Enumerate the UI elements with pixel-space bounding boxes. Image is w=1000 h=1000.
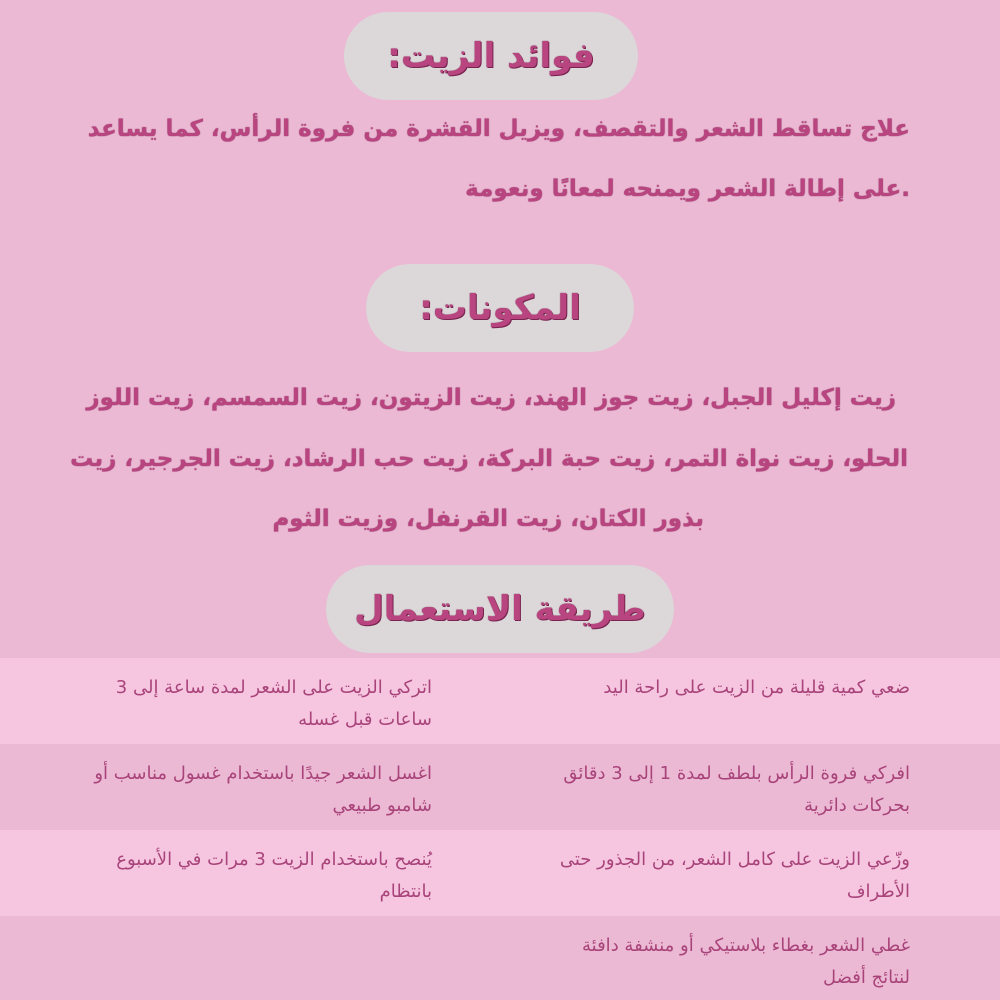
usage-heading-text: طريقة الاستعمال xyxy=(354,589,646,629)
usage-step-cell xyxy=(490,672,910,704)
usage-step-text: وزّعي الزيت على كامل الشعر، من الجذور حتى xyxy=(559,849,910,870)
usage-step-cell xyxy=(490,758,910,822)
usage-step-text: ضعي كمية قليلة من الزيت على راحة اليد xyxy=(603,677,910,698)
usage-row xyxy=(0,658,1000,744)
usage-heading xyxy=(326,565,674,653)
usage-row xyxy=(0,830,1000,916)
usage-step-text: ساعات قبل غسله xyxy=(298,709,432,730)
usage-step-text: غطي الشعر بغطاء بلاستيكي أو منشفة دافئة xyxy=(582,935,910,956)
usage-step-cell xyxy=(12,844,432,908)
usage-step-text: افركي فروة الرأس بلطف لمدة 1 إلى 3 دقائق xyxy=(563,763,910,784)
ingredients-line-2: الحلو، زيت نواة التمر، زيت حبة البركة، زيت حب الرشاد، زيت الجرجير، زيت xyxy=(70,446,908,472)
usage-step-text: يُنصح باستخدام الزيت 3 مرات في الأسبوع xyxy=(116,849,432,870)
usage-step-text: شامبو طبيعي xyxy=(332,795,432,816)
usage-row xyxy=(0,744,1000,830)
usage-step-text: لنتائج أفضل xyxy=(822,967,910,988)
usage-table xyxy=(0,658,1000,1000)
usage-step-text: اتركي الزيت على الشعر لمدة ساعة إلى 3 xyxy=(115,677,432,698)
benefits-heading xyxy=(344,12,638,100)
ingredients-line-1: زيت إكليل الجبل، زيت جوز الهند، زيت الزيتون، زيت السمسم، زيت اللوز xyxy=(86,385,896,411)
usage-step-text: بانتظام xyxy=(379,881,432,902)
usage-step-cell xyxy=(12,672,432,736)
ingredients-heading-text: المكونات: xyxy=(419,288,581,328)
usage-step-cell xyxy=(12,758,432,822)
usage-step-cell xyxy=(490,844,910,908)
usage-step-text: الأطراف xyxy=(846,881,910,902)
usage-row xyxy=(0,916,1000,1000)
ingredients-heading xyxy=(366,264,634,352)
usage-step-text: بحركات دائرية xyxy=(804,795,910,816)
benefits-heading-text: فوائد الزيت: xyxy=(387,36,595,76)
ingredients-line-3: بذور الكتان، زيت القرنفل، وزيت الثوم xyxy=(272,506,704,532)
usage-step-text: اغسل الشعر جيدًا باستخدام غسول مناسب أو xyxy=(94,763,432,784)
usage-step-cell xyxy=(490,930,910,994)
benefits-line-2: .على إطالة الشعر ويمنحه لمعانًا ونعومة xyxy=(465,176,910,202)
benefits-line-1: علاج تساقط الشعر والتقصف، ويزيل القشرة من فروة الرأس، كما يساعد xyxy=(87,116,910,142)
